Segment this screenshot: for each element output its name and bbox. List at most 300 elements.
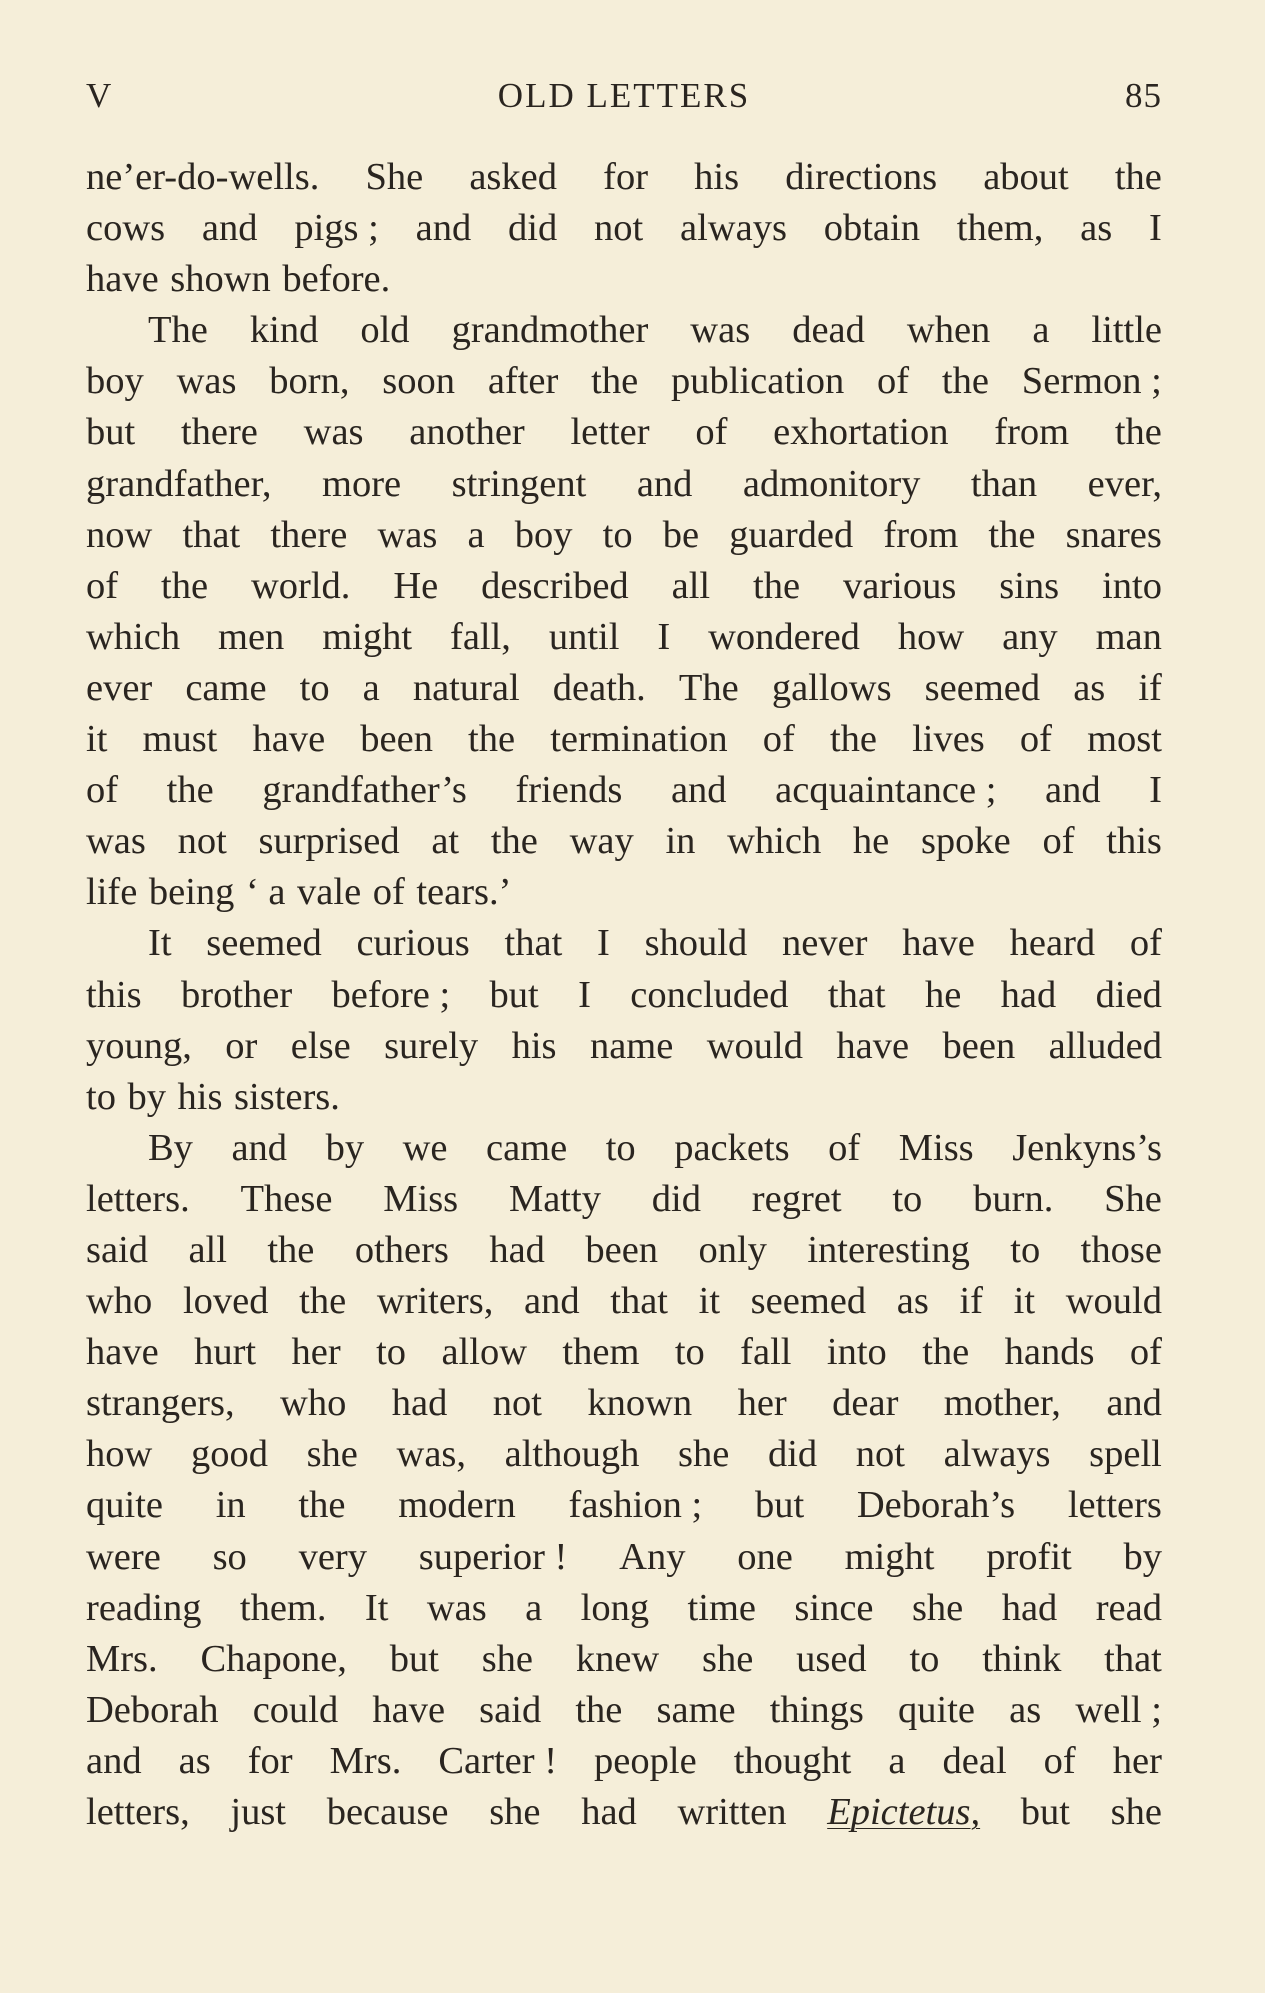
word: a	[888, 1739, 906, 1782]
word: to	[86, 1075, 116, 1118]
word: sisters.	[234, 1075, 340, 1118]
word: about	[983, 156, 1069, 198]
word: ever	[86, 666, 153, 709]
word: be	[662, 513, 700, 556]
word: not	[177, 820, 227, 863]
word: things	[769, 1688, 864, 1731]
text-line	[86, 203, 1162, 254]
word: another	[409, 411, 525, 454]
word: She	[365, 156, 424, 198]
word: have	[86, 1331, 159, 1374]
word: boy	[86, 360, 144, 403]
word: it	[86, 718, 108, 761]
text-line	[86, 1480, 1162, 1531]
word: she	[911, 1586, 964, 1629]
word: have	[372, 1688, 446, 1731]
word: of	[86, 564, 119, 607]
word: dead	[792, 309, 865, 352]
word: It	[148, 922, 172, 965]
word: knew	[575, 1637, 660, 1680]
word: who	[86, 1280, 153, 1323]
word: gallows	[771, 666, 892, 709]
word: said	[86, 1228, 149, 1271]
word: of	[1043, 1739, 1076, 1782]
word: as	[1080, 207, 1113, 250]
word: she	[481, 1637, 534, 1680]
word: all	[188, 1228, 227, 1271]
word: fashion ;	[568, 1484, 703, 1527]
word: time	[687, 1586, 756, 1629]
word: have	[86, 258, 159, 301]
word: allow	[441, 1331, 528, 1374]
word: now	[86, 513, 153, 556]
word: she	[489, 1791, 541, 1833]
word: old	[360, 309, 410, 352]
word: little	[1091, 309, 1162, 352]
word: to	[299, 666, 330, 709]
word: always	[680, 207, 787, 250]
word: it	[698, 1280, 721, 1323]
word: quite	[898, 1688, 975, 1731]
word: most	[1087, 718, 1162, 761]
word: friends	[515, 769, 623, 812]
word: the	[1114, 156, 1162, 198]
word: was	[690, 309, 751, 352]
word: of	[877, 360, 910, 403]
word: but	[1020, 1791, 1070, 1833]
word: that	[827, 973, 886, 1016]
word: which	[727, 820, 822, 863]
word: described	[481, 564, 629, 607]
word: of	[1129, 1331, 1162, 1374]
word: being	[148, 871, 235, 914]
word: might	[322, 615, 413, 658]
word: he	[852, 820, 890, 863]
word: the	[490, 820, 538, 863]
word: asked	[469, 156, 558, 198]
text-line	[86, 1532, 1162, 1583]
word: reading	[86, 1586, 202, 1629]
word: These	[240, 1177, 333, 1220]
word: if	[1138, 666, 1162, 709]
word: concluded	[630, 973, 789, 1016]
word: one	[737, 1535, 793, 1578]
text-line	[86, 714, 1162, 765]
word: came	[185, 666, 267, 709]
word: as	[1073, 666, 1106, 709]
word: and	[415, 207, 472, 250]
text-line	[86, 254, 1162, 305]
word: soon	[382, 360, 455, 403]
word: admonitory	[742, 462, 921, 505]
word: others	[354, 1228, 449, 1271]
word: of	[762, 718, 795, 761]
word: did	[767, 1433, 818, 1476]
word: his	[694, 156, 740, 198]
text-line	[86, 459, 1162, 510]
word: by	[325, 1126, 365, 1169]
word: from	[994, 411, 1070, 454]
word: surprised	[258, 820, 400, 863]
word: the	[591, 360, 639, 403]
word: never	[781, 922, 868, 965]
word: that	[182, 513, 241, 556]
word: grandmother	[451, 309, 649, 352]
text-line	[86, 356, 1162, 407]
word: but	[389, 1637, 439, 1680]
word: the	[468, 718, 516, 761]
word: writers,	[376, 1280, 494, 1323]
text-line	[86, 1685, 1162, 1736]
word: of	[828, 1126, 861, 1169]
word: for	[603, 156, 649, 198]
word: had	[489, 1228, 545, 1271]
word: and	[524, 1280, 580, 1323]
word: a	[525, 1586, 543, 1629]
text-line	[86, 1583, 1162, 1634]
text-line	[86, 612, 1162, 663]
word: ever,	[1087, 462, 1162, 505]
word: seemed	[206, 922, 322, 965]
word: them	[562, 1331, 640, 1374]
word: to	[602, 513, 633, 556]
word: as	[178, 1739, 211, 1782]
text-line	[86, 765, 1162, 816]
chapter-number: V	[86, 76, 113, 115]
word: letter	[570, 411, 650, 454]
page-number: 85	[1125, 76, 1162, 115]
word: to	[674, 1331, 705, 1374]
word: would	[1065, 1280, 1162, 1323]
word: in	[215, 1484, 246, 1527]
text-line	[86, 918, 1162, 969]
word: this	[86, 973, 142, 1016]
word: snares	[1065, 513, 1162, 556]
word: he	[924, 973, 962, 1016]
text-line	[86, 305, 1162, 356]
word: of	[1019, 718, 1052, 761]
word: of	[1042, 820, 1075, 863]
word: she	[678, 1433, 730, 1476]
word: packets	[674, 1126, 790, 1169]
word: before.	[282, 258, 391, 301]
word: else	[290, 1024, 351, 1067]
word: good	[190, 1433, 268, 1476]
text-line	[86, 970, 1162, 1021]
word: we	[402, 1126, 448, 1169]
word: since	[794, 1586, 874, 1629]
word: Miss	[383, 1177, 459, 1220]
word: I	[578, 973, 591, 1016]
word: thought	[733, 1739, 852, 1782]
word: directions	[785, 156, 938, 198]
word: was	[377, 513, 438, 556]
word: Mrs.	[86, 1637, 158, 1680]
word: death.	[552, 666, 646, 709]
word: was	[86, 820, 146, 863]
word: her	[291, 1331, 341, 1374]
word: when	[906, 309, 991, 352]
word: always	[943, 1433, 1051, 1476]
word: way	[569, 820, 634, 863]
word: world.	[250, 564, 351, 607]
word: dear	[832, 1382, 899, 1425]
word: had	[391, 1382, 448, 1425]
word: of	[86, 769, 119, 812]
word: letters.	[86, 1177, 190, 1220]
word: of	[695, 411, 728, 454]
word: had	[1001, 1586, 1058, 1629]
word: had	[581, 1791, 637, 1833]
word: I	[657, 615, 671, 658]
word: The	[678, 666, 739, 709]
word: Carter !	[438, 1739, 558, 1782]
word: and	[86, 1739, 142, 1782]
word: there	[180, 411, 258, 454]
text-line	[86, 867, 1162, 918]
word: any	[1002, 615, 1058, 658]
word: spell	[1089, 1433, 1162, 1476]
word: to	[909, 1637, 940, 1680]
word: been	[360, 718, 433, 761]
word: very	[298, 1535, 367, 1578]
word: was	[303, 411, 364, 454]
word: have	[902, 922, 975, 965]
text-line	[86, 1123, 1162, 1174]
word: than	[970, 462, 1038, 505]
word: how	[86, 1433, 153, 1476]
text-line	[86, 1276, 1162, 1327]
text-line	[86, 1378, 1162, 1429]
word: them.	[239, 1586, 327, 1629]
word: strangers,	[86, 1382, 235, 1425]
word: natural	[412, 666, 520, 709]
word: I	[597, 922, 610, 965]
text-line	[86, 1634, 1162, 1685]
word: which	[86, 615, 181, 658]
word: until	[548, 615, 620, 658]
word: Sermon ;	[1021, 360, 1162, 403]
word: the	[753, 564, 801, 607]
word: had	[1000, 973, 1057, 1016]
word: and	[201, 207, 258, 250]
text-line	[86, 663, 1162, 714]
word: surely	[384, 1024, 479, 1067]
word: ne’er-do-wells.	[86, 156, 320, 198]
word: after	[487, 360, 559, 403]
word: Deborah	[86, 1688, 219, 1731]
word: By	[148, 1126, 193, 1169]
word: but	[489, 973, 539, 1016]
word: to	[892, 1177, 923, 1220]
word: name	[589, 1024, 674, 1067]
text-line	[86, 1225, 1162, 1276]
word: as	[896, 1280, 929, 1323]
word: grandfather’s	[262, 769, 467, 812]
word: more	[322, 462, 402, 505]
word: brother	[181, 973, 293, 1016]
word: was	[176, 360, 237, 403]
word: was	[426, 1586, 487, 1629]
word: obtain	[823, 207, 920, 250]
word: so	[212, 1535, 247, 1578]
word: superior !	[418, 1535, 568, 1578]
word: She	[1104, 1177, 1162, 1220]
word: stringent	[451, 462, 587, 505]
word: Deborah’s	[856, 1484, 1016, 1527]
word: mother,	[943, 1382, 1061, 1425]
word: because	[326, 1791, 449, 1833]
word: it	[1013, 1280, 1036, 1323]
word: been	[942, 1024, 1016, 1067]
word: and	[1044, 769, 1101, 812]
word: various	[842, 564, 957, 607]
word: letters	[1067, 1484, 1162, 1527]
word: not	[855, 1433, 905, 1476]
word: publication	[671, 360, 845, 403]
text-line	[86, 561, 1162, 612]
word: exhortation	[773, 411, 949, 454]
word: ‘ a	[245, 871, 286, 914]
text-line	[86, 1174, 1162, 1225]
word: before ;	[331, 973, 451, 1016]
word: that	[610, 1280, 668, 1323]
word: and	[1106, 1382, 1162, 1425]
word: hands	[1004, 1331, 1095, 1374]
word: should	[644, 922, 748, 965]
word: known	[587, 1382, 693, 1425]
word: the	[575, 1688, 623, 1731]
word: just	[230, 1791, 287, 1833]
word: lives	[912, 718, 985, 761]
word: how	[897, 615, 965, 658]
word: if	[959, 1280, 984, 1323]
word: into	[826, 1331, 887, 1374]
word: a	[1032, 309, 1050, 352]
word: grandfather,	[86, 462, 272, 505]
word: said	[479, 1688, 542, 1731]
word: for	[247, 1739, 293, 1782]
word: It	[364, 1586, 389, 1629]
word: to	[376, 1331, 407, 1374]
word: that	[504, 922, 563, 965]
word: who	[280, 1382, 347, 1425]
word: read	[1095, 1586, 1162, 1629]
word: not	[594, 207, 644, 250]
word: heard	[1009, 922, 1096, 965]
word: those	[1080, 1228, 1162, 1271]
text-line	[86, 1327, 1162, 1378]
text-line	[86, 1021, 1162, 1072]
word: the	[988, 513, 1036, 556]
running-title: OLD LETTERS	[497, 76, 751, 115]
word: written	[677, 1791, 787, 1833]
word: she	[306, 1433, 358, 1476]
word: died	[1095, 973, 1162, 1016]
word: all	[671, 564, 711, 607]
word: seemed	[924, 666, 1041, 709]
word: a	[467, 513, 485, 556]
word: did	[508, 207, 558, 250]
word: born,	[269, 360, 350, 403]
word: pigs ;	[294, 207, 379, 250]
word: fall,	[450, 615, 511, 658]
text-line	[86, 816, 1162, 867]
word: guarded	[729, 513, 854, 556]
word: Any	[619, 1535, 686, 1578]
word: termination	[550, 718, 728, 761]
word: her	[737, 1382, 787, 1425]
word: Mrs.	[329, 1739, 402, 1782]
word: at	[431, 820, 460, 863]
word: regret	[751, 1177, 842, 1220]
word: cows	[86, 207, 166, 250]
word: there	[270, 513, 348, 556]
word: but	[86, 411, 136, 454]
word: He	[393, 564, 439, 607]
word: she	[1110, 1791, 1162, 1833]
word: have	[836, 1024, 910, 1067]
word: and	[231, 1126, 288, 1169]
word: into	[1102, 564, 1162, 607]
word: from	[883, 513, 959, 556]
word: not	[492, 1382, 542, 1425]
word: burn.	[973, 1177, 1054, 1220]
word: must	[142, 718, 218, 761]
word: Matty	[508, 1177, 601, 1220]
word: the	[941, 360, 989, 403]
word: boy	[514, 513, 573, 556]
word: men	[218, 615, 285, 658]
word: them,	[956, 207, 1044, 250]
word: by	[127, 1075, 166, 1118]
word: as	[1009, 1688, 1042, 1731]
word: well ;	[1075, 1688, 1162, 1731]
text-line	[86, 152, 1162, 203]
word: life	[86, 871, 138, 914]
word: profit	[986, 1535, 1072, 1578]
word: seemed	[750, 1280, 867, 1323]
word: been	[585, 1228, 659, 1271]
word: of	[372, 871, 405, 914]
word: of	[1129, 922, 1162, 965]
text-line	[86, 1072, 1162, 1123]
word: was,	[396, 1433, 467, 1476]
word: came	[486, 1126, 568, 1169]
word: the	[298, 1484, 346, 1527]
word: the	[829, 718, 877, 761]
word: by	[1123, 1535, 1162, 1578]
word: in	[665, 820, 696, 863]
word: could	[252, 1688, 339, 1731]
text-line	[86, 510, 1162, 561]
word: Epictetus,	[827, 1791, 981, 1833]
word: think	[982, 1637, 1062, 1680]
word: the	[922, 1331, 970, 1374]
word: curious	[356, 922, 470, 965]
word: loved	[182, 1280, 269, 1323]
word: kind	[249, 309, 319, 352]
word: The	[148, 309, 208, 352]
word: sins	[999, 564, 1060, 607]
word: she	[702, 1637, 754, 1680]
word: interesting	[807, 1228, 970, 1271]
word: would	[706, 1024, 803, 1067]
word: hurt	[194, 1331, 257, 1374]
word: were	[86, 1535, 161, 1578]
text-line	[86, 1787, 1162, 1838]
text-line	[86, 407, 1162, 458]
